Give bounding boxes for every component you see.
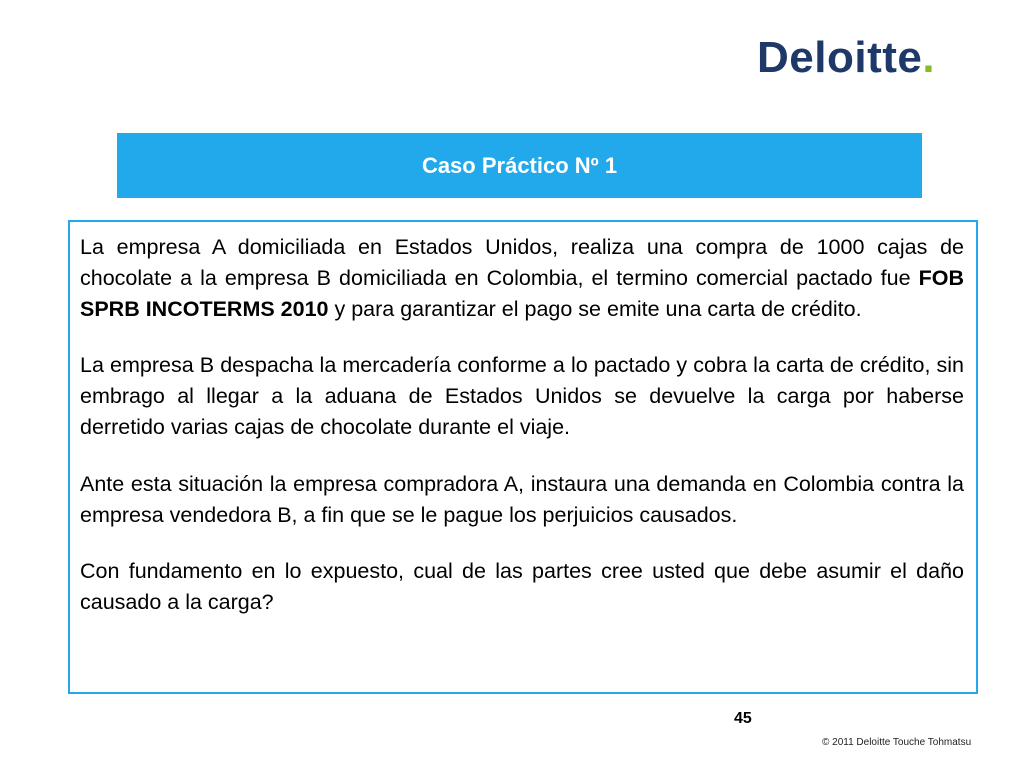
deloitte-logo xyxy=(757,33,936,82)
case-paragraph-2: La empresa B despacha la mercadería conforme a lo pactado y cobra la carta de crédito, sin embrago al llegar a la aduana de Estados Unidos se devuelve la carga por haberse derretido varias cajas de chocolate durante el viaje. xyxy=(80,353,964,439)
case-title-banner xyxy=(117,133,922,198)
incoterm-bold: FOB SPRB INCOTERMS 2010 xyxy=(80,265,964,321)
case-description-box xyxy=(68,220,978,694)
page-number: 45 xyxy=(734,710,752,727)
case-title: Caso Práctico Nº 1 xyxy=(421,152,618,178)
paragraph-1-text-end: y para garantizar el pago se emite una carta de crédito. xyxy=(328,296,862,321)
paragraph-1-text-start: La empresa A domiciliada en Estados Unidos, realiza una compra de 1000 cajas de chocolate a la empresa B domiciliada en Colombia, el termino comercial pactado fue xyxy=(80,235,964,290)
copyright-notice: © 2011 Deloitte Touche Tohmatsu xyxy=(822,737,972,748)
case-paragraph-4: Con fundamento en lo expuesto, cual de las partes cree usted que debe asumir el daño causado a la carga? xyxy=(80,559,964,615)
logo-wordmark: Deloitte xyxy=(757,33,923,82)
case-paragraph-3: Ante esta situación la empresa compradora A, instaura una demanda en Colombia contra la empresa vendedora B, a fin que se le pague los perjuicios causados. xyxy=(80,471,964,527)
logo-dot: . xyxy=(922,33,936,82)
case-paragraph-1 xyxy=(80,232,964,324)
